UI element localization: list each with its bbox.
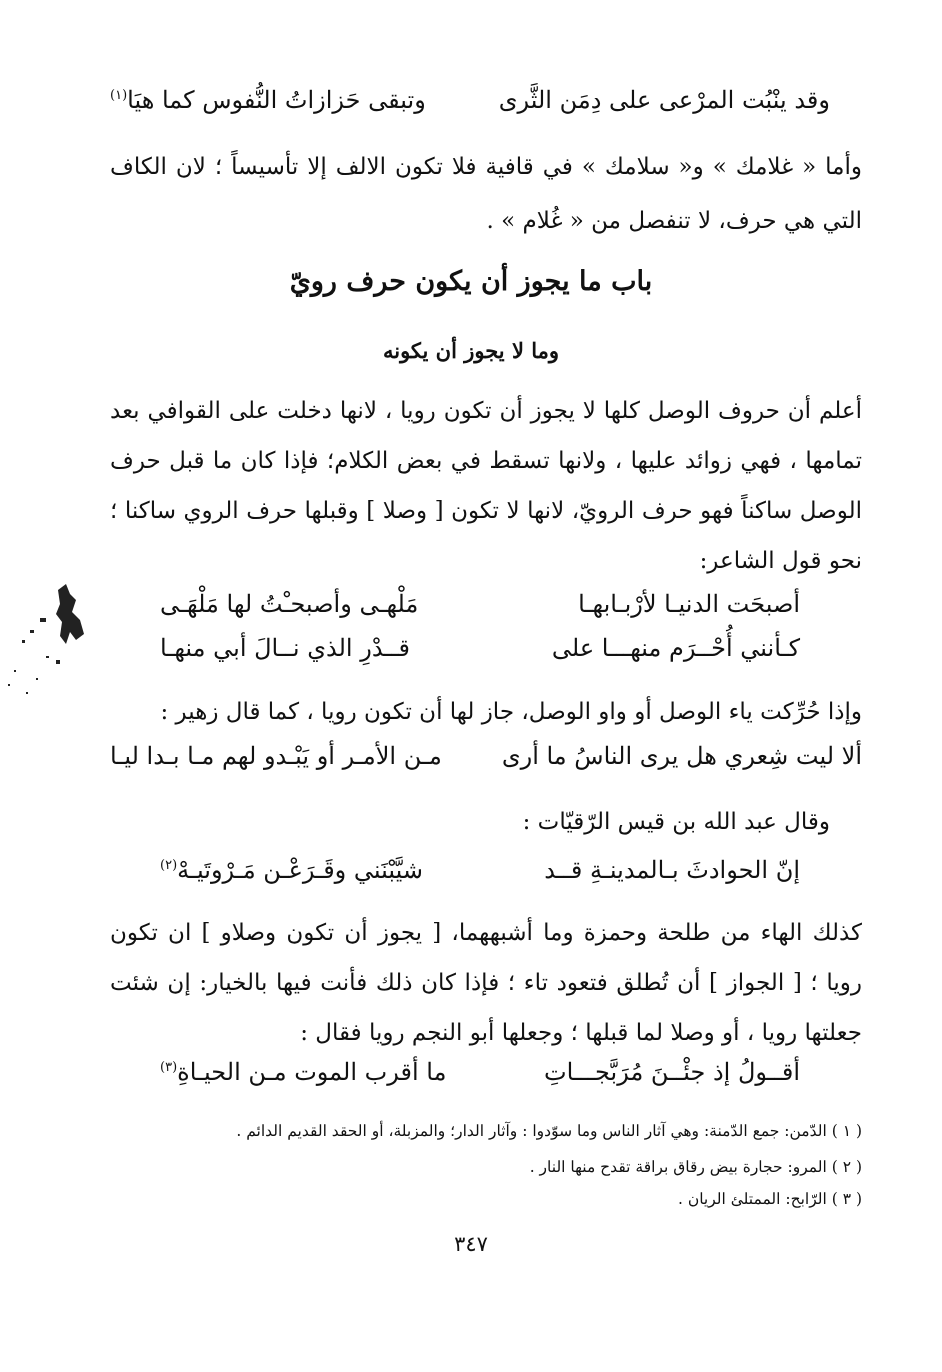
verse-1-first-hemistich: وقد ينْبُت المرْعى على دِمَن الثَّرى bbox=[498, 86, 830, 114]
paragraph-2: أعلم أن حروف الوصل كلها لا يجوز أن تكون رويا ، لانها دخلت على القوافي بعد تمامها ، فهي زوائد عليها ، ولانها تسقط في بعض الكلام؛ فإذا كان ما قبل حرف الوصل ساكناً فهو حرف الرويّ، لانها لا تكون [ وصلا ] وقبلها حرف الروي ساكنا ؛ نحو قول الشاعر: bbox=[110, 398, 862, 574]
footnote-3: ( ٣ ) الرّابح: الممتلئ الريان . bbox=[677, 1190, 862, 1208]
footnote-1: ( ١ ) الدّمن: جمع الدّمنة: وهي آثار الناس وما سوّدوا : وآثار الدار؛ والمزبلة، أو الحقد القديم الدائم . bbox=[236, 1122, 862, 1140]
verse-3 bbox=[160, 630, 800, 666]
verse-3-second-hemistich: قــدْرِ الذي نــالَ أبي منهـا bbox=[160, 634, 410, 662]
verse-1-second-hemistich bbox=[110, 78, 426, 118]
verse-5-second-hemistich bbox=[160, 848, 423, 888]
verse-4-second-hemistich: مـن الأمـر أو يَبْـدو لهم مـا بـدا ليـا bbox=[110, 742, 442, 770]
page-number: ٣٤٧ bbox=[454, 1232, 488, 1256]
paragraph-5: كذلك الهاء من طلحة وحمزة وما أشبههما، [ يجوز أن تكون وصلاو ] ان تكون رويا ؛ [ الجواز ] أن تُطلق فتعود تاء ؛ فإذا كان ذلك فأنت فيها بالخيار: إن شئت جعلتها رويا ، أو وصلا لما قبلها ؛ وجعلها أبو النجم رويا فقال : bbox=[110, 920, 862, 1046]
scan-smudge bbox=[0, 560, 100, 720]
verse-6-first-hemistich: أقــولُ إذ جئْــنَ مُرَبَّجـــاتِ bbox=[544, 1058, 800, 1086]
verse-4 bbox=[110, 738, 862, 774]
paragraph-4: وقال عبد الله بن قيس الرّقيّات : bbox=[522, 809, 830, 835]
verse-6 bbox=[160, 1050, 800, 1090]
verse-1 bbox=[110, 78, 830, 118]
verse-5-second-text: شيَّبْنَني وقَـرَعْـن مَـرْوتَيـهْ bbox=[177, 856, 423, 884]
footnote-mark-3: (٣) bbox=[160, 1060, 178, 1075]
footnote-2: ( ٢ ) المرو: حجارة بيض رقاق براقة تقدح منها النار . bbox=[529, 1158, 862, 1176]
verse-2 bbox=[160, 586, 800, 622]
verse-2-second-hemistich: مَلْهـى وأصبحـْتُ لها مَلْهَـى bbox=[160, 590, 419, 618]
footnote-mark-2: (٢) bbox=[160, 858, 178, 873]
verse-6-second-text: ما أقرب الموت مـن الحيـاةِ bbox=[177, 1058, 447, 1086]
verse-1-second-text: وتبقى حَزازاتُ النُّفوس كما هيَا bbox=[127, 86, 426, 114]
chapter-subheading: وما لا يجوز أن يكونه bbox=[382, 338, 560, 363]
footnote-mark-1: (١) bbox=[110, 88, 128, 103]
verse-2-first-hemistich: أصبحَت الدنيـا لأرْبـابهـا bbox=[578, 590, 800, 618]
paragraph-3: وإذا حُرِّكت ياء الوصل أو واو الوصل، جاز لها أن تكون رويا ، كما قال زهير : bbox=[160, 699, 862, 725]
paragraph-1: وأما « غلامك » و« سلامك » في قافية فلا تكون الالف إلا تأسيساً ؛ لان الكاف التي هي حرف، لا تنفصل من « غُلام » . bbox=[110, 154, 862, 234]
verse-5-first-hemistich: إنّ الحوادثَ بـالمدينـةِ قــد bbox=[544, 856, 800, 884]
chapter-heading: باب ما يجوز أن يكون حرف رويّ bbox=[289, 266, 653, 297]
verse-5 bbox=[160, 848, 800, 888]
verse-3-first-hemistich: كـأنني أُحْــرَم منهـــا على bbox=[551, 634, 800, 662]
verse-6-second-hemistich bbox=[160, 1050, 446, 1090]
verse-4-first-hemistich: ألا ليت شِعري هل يرى الناسُ ما أرى bbox=[501, 742, 862, 770]
